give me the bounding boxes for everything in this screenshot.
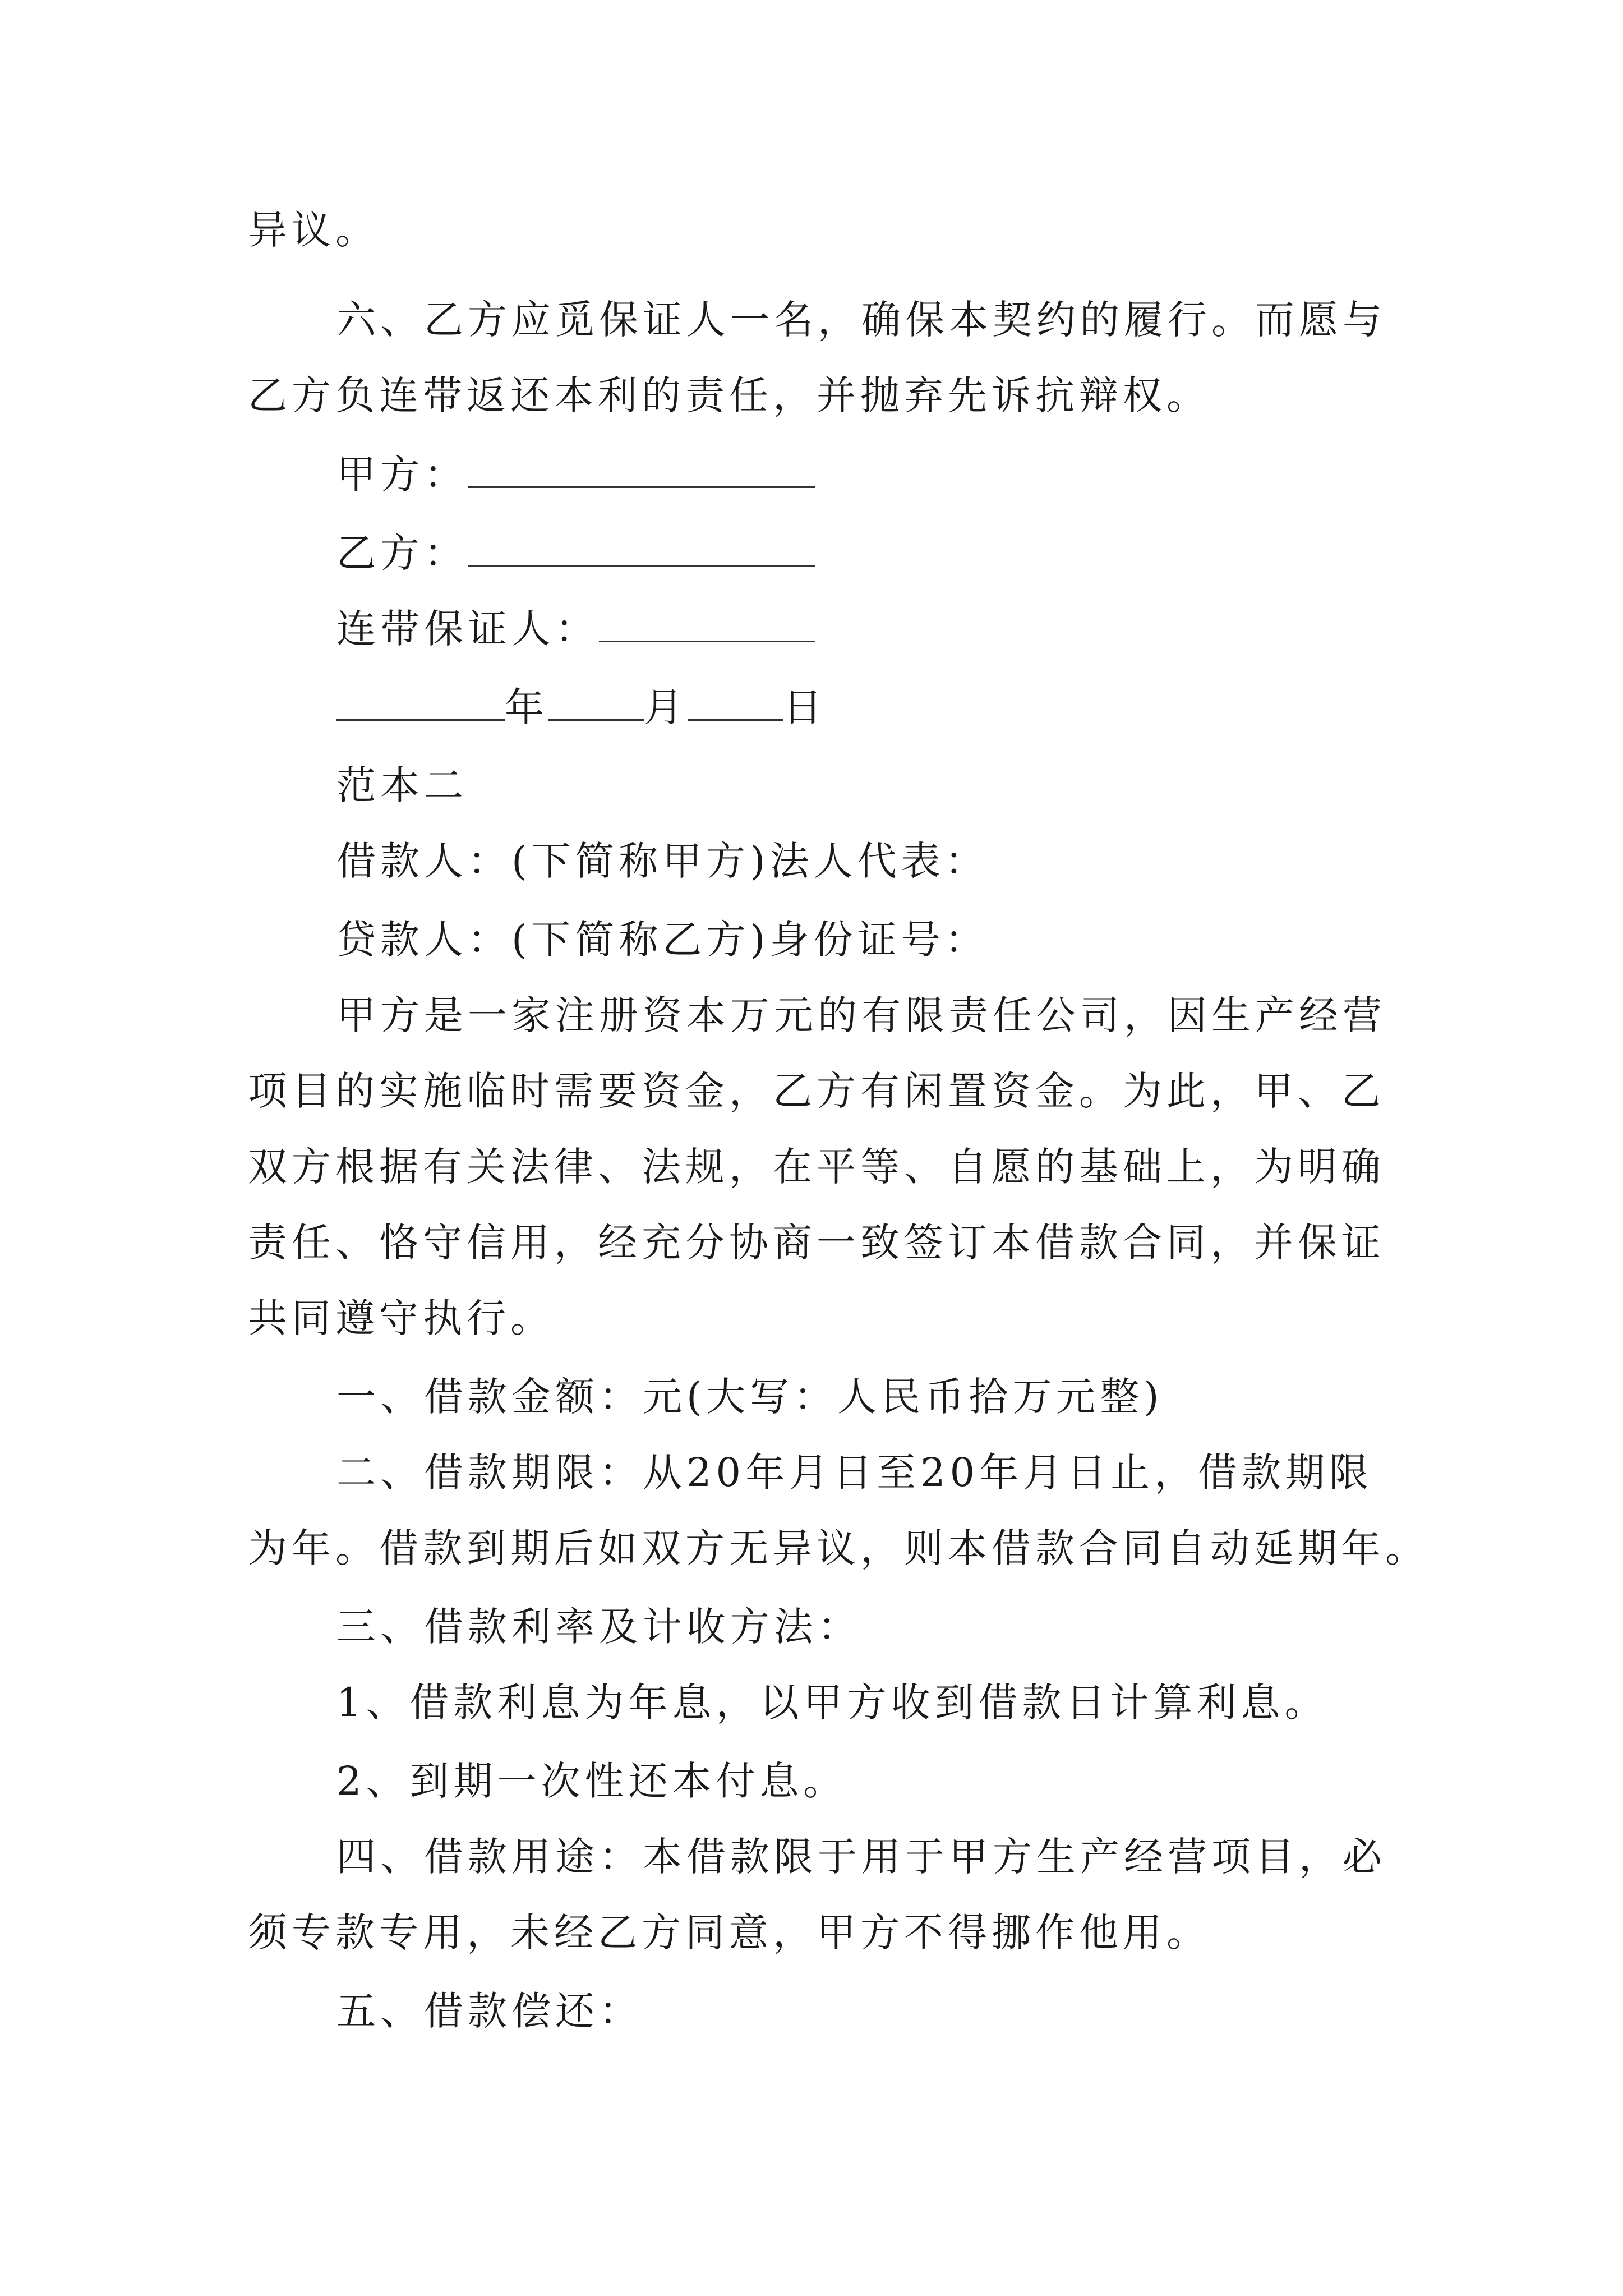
paragraph-line: 贷款人：(下简称乙方)身份证号： (336, 917, 989, 963)
paragraph-line: 双方根据有关法律、法规，在平等、自愿的基础上，为明确 (248, 1144, 1385, 1190)
party-a-blank (468, 452, 815, 488)
signature-party-b (336, 530, 1481, 575)
paragraph-line: 项目的实施临时需要资金，乙方有闲置资金。为此，甲、乙 (248, 1068, 1385, 1114)
party-b-blank (468, 530, 815, 567)
paragraph-line: 须专款专用，未经乙方同意，甲方不得挪作他用。 (248, 1910, 1210, 1955)
paragraph-line: 2、到期一次性还本付息。 (336, 1758, 847, 1804)
paragraph-line: 责任、恪守信用，经充分协商一致签订本借款合同，并保证 (248, 1220, 1385, 1266)
guarantor-label: 连带保证人： (336, 606, 599, 652)
party-b-label: 乙方： (336, 530, 468, 576)
paragraph-line: 三、借款利率及计收方法： (336, 1604, 861, 1650)
paragraph-line: 为年。借款到期后如双方无异议，则本借款合同自动延期年。 (248, 1525, 1429, 1571)
paragraph-line: 六、乙方应觅保证人一名，确保本契约的履行。而愿与 (336, 297, 1386, 343)
signature-date (336, 684, 1481, 729)
paragraph-line: 一、借款金额：元(大写：人民币拾万元整) (336, 1374, 1164, 1420)
paragraph-line: 1、借款利息为年息，以甲方收到借款日计算利息。 (336, 1680, 1329, 1726)
paragraph-line: 四、借款用途：本借款限于用于甲方生产经营项目，必 (336, 1834, 1386, 1880)
paragraph-line: 异议。 (248, 207, 379, 253)
day-label: 日 (783, 684, 827, 730)
paragraph-line: 乙方负连带返还本利的责任，并抛弃先诉抗辩权。 (248, 372, 1210, 418)
month-blank (548, 684, 644, 721)
guarantor-blank (599, 606, 815, 642)
section-title: 范本二 (336, 762, 468, 808)
paragraph-line: 借款人：(下简称甲方)法人代表： (336, 838, 989, 884)
paragraph-line: 共同遵守执行。 (248, 1295, 554, 1341)
paragraph-line: 五、借款偿还： (336, 1988, 643, 2034)
year-label: 年 (505, 684, 548, 730)
party-a-label: 甲方： (336, 452, 468, 498)
signature-party-a (336, 452, 1481, 496)
paragraph-line: 甲方是一家注册资本万元的有限责任公司，因生产经营 (336, 992, 1386, 1038)
year-blank (336, 684, 505, 721)
month-label: 月 (644, 684, 688, 730)
day-blank (688, 684, 783, 721)
paragraph-line: 二、借款期限：从20年月日至20年月日止，借款期限 (336, 1450, 1373, 1496)
signature-guarantor (336, 606, 1481, 651)
